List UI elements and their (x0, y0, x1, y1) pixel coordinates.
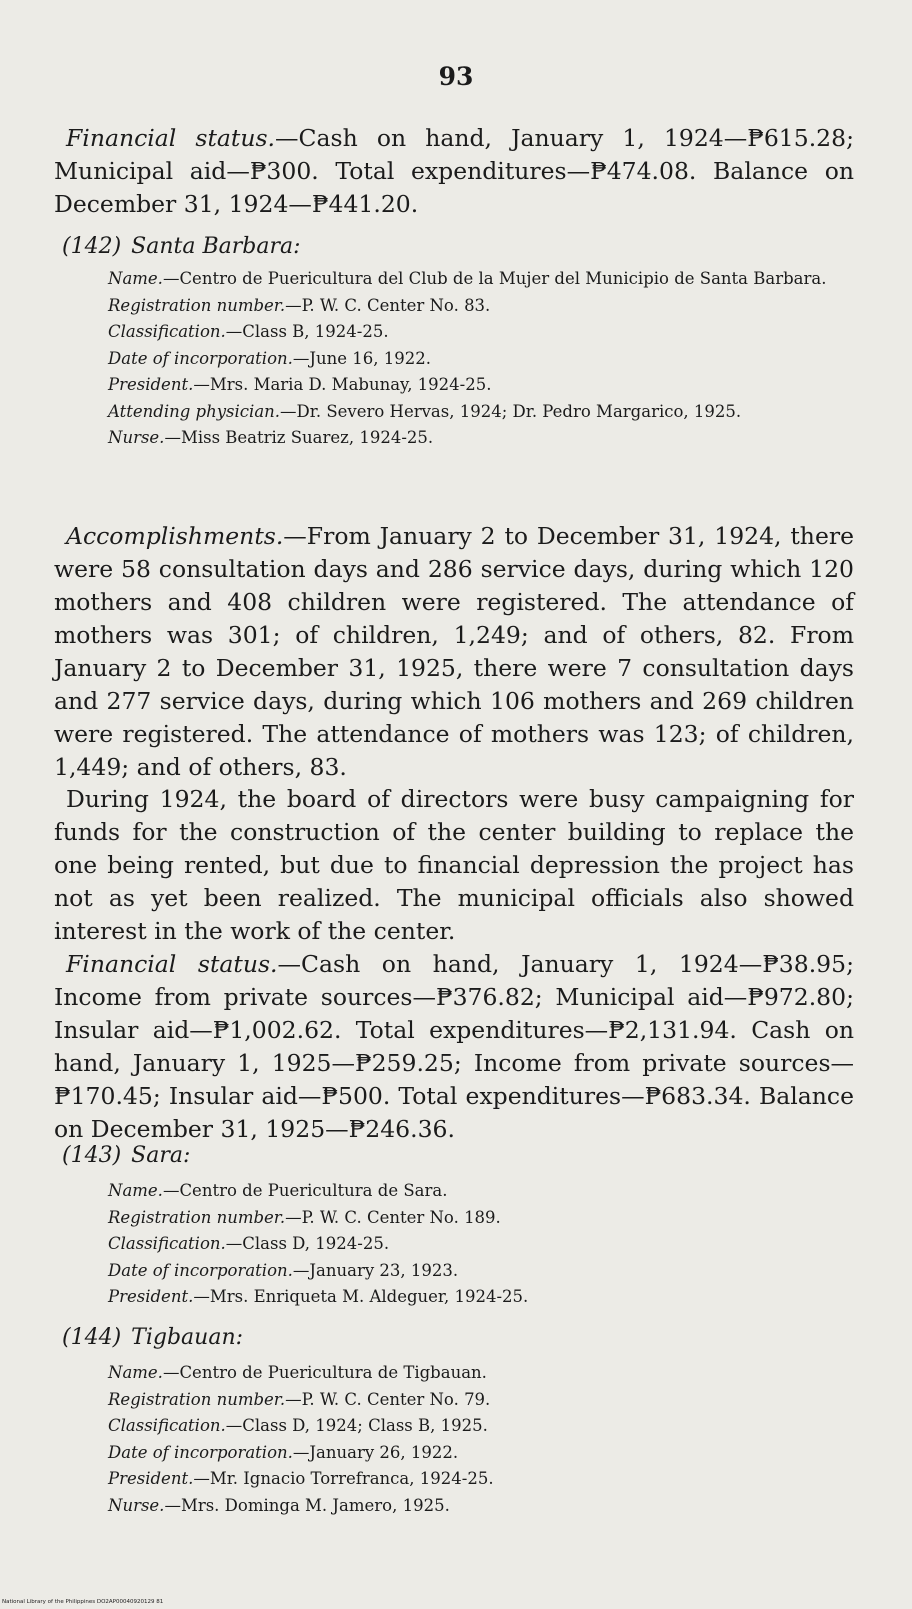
detail-label: Name. (108, 269, 163, 288)
accomplishments-paragraph (54, 520, 854, 784)
entry-heading-143 (62, 1142, 190, 1170)
board-campaign-paragraph: During 1924, the board of directors were busy campaigning for funds for the construction of the center building to replace the one being rented, but due to financial depression the project has not as yet been realized. The municipal officials also showed interest in the work of the center. (54, 785, 854, 945)
detail-value: —June 16, 1922. (292, 348, 432, 368)
detail-value: —Mrs. Maria D. Mabunay, 1924-25. (193, 375, 492, 394)
page-number: 93 (438, 62, 474, 91)
detail-label: Classification. (108, 1416, 226, 1435)
entry-number: (142) (62, 234, 122, 259)
detail-label: Registration number. (108, 295, 286, 315)
detail-row-classification (108, 1231, 860, 1258)
entry-heading-142 (62, 233, 301, 261)
detail-value: —Class D, 1924-25. (225, 1234, 390, 1253)
detail-label: President. (108, 1287, 194, 1306)
detail-row-nurse (108, 425, 860, 452)
accomplishments-text: —From January 2 to December 31, 1924, there were 58 consultation days and 286 service days, during which 120 mothers and 408 children were registered. The attendance of mothers was 301; of children, 1,249; and of others, 82. From January 2 to December 31, 1925, there were 7 consultation days and 277 service days, during which 106 mothers and 269 children were registered. The attendance of mothers was 123; of children, 1,449; and of others, 83. (54, 522, 854, 781)
entry-number: (143) (62, 1143, 122, 1168)
entry-number: (144) (62, 1325, 122, 1350)
detail-label: President. (108, 1469, 194, 1488)
detail-label: Nurse. (108, 428, 165, 447)
financial-status-text: —Cash on hand, January 1, 1924—₱38.95; Income from private sources—₱376.82; Municipal aid—₱972.80; Insular aid—₱1,002.62. Total expenditures—₱2,131.94. Cash on hand, January 1, 1925—₱259.25; Income from private sources—₱170.45; Insular aid—₱500. Total expenditures—₱683.34. Balance on December 31, 1925—₱246.36. (54, 950, 854, 1143)
detail-label: Registration number. (108, 1207, 286, 1227)
detail-value: —Centro de Puericultura del Club de la Mujer del Municipio de Santa Barbara. (162, 269, 827, 288)
detail-label: President. (108, 375, 194, 394)
detail-row-name (108, 1360, 860, 1387)
detail-value: —Mrs. Dominga M. Jamero, 1925. (164, 1495, 450, 1515)
detail-label: Date of incorporation. (108, 348, 293, 368)
detail-label: Attending physician. (108, 401, 281, 421)
detail-value: —Mrs. Enriqueta M. Aldeguer, 1924-25. (193, 1287, 529, 1306)
detail-label: Date of incorporation. (108, 1260, 293, 1280)
archive-footer: National Library of the Philippines DO2AP00040920129 81 (2, 1599, 164, 1605)
detail-row-president (108, 1284, 860, 1311)
detail-row-registration (108, 1387, 860, 1414)
detail-row-name (108, 1178, 860, 1205)
entry-name: Santa Barbara: (131, 234, 301, 259)
financial-status-label: Financial status. (66, 950, 278, 978)
entry-details-142 (108, 266, 860, 452)
detail-label: Classification. (108, 1234, 226, 1253)
detail-row-registration (108, 293, 860, 320)
detail-row-nurse (108, 1493, 860, 1520)
financial-status-paragraph (54, 122, 854, 221)
detail-label: Nurse. (108, 1495, 165, 1515)
entry-name: Tigbauan: (131, 1325, 244, 1350)
detail-value: —Dr. Severo Hervas, 1924; Dr. Pedro Margarico, 1925. (280, 401, 742, 421)
detail-value: —P. W. C. Center No. 79. (285, 1389, 491, 1409)
detail-row-registration (108, 1205, 860, 1232)
detail-label: Name. (108, 1181, 163, 1200)
detail-row-classification (108, 1413, 860, 1440)
accomplishments-label: Accomplishments. (66, 522, 284, 550)
detail-label: Name. (108, 1363, 163, 1382)
detail-value: —Miss Beatriz Suarez, 1924-25. (164, 428, 434, 447)
detail-value: —Mr. Ignacio Torrefranca, 1924-25. (193, 1469, 494, 1488)
detail-label: Date of incorporation. (108, 1442, 293, 1462)
detail-row-incorporation (108, 346, 860, 373)
detail-row-incorporation (108, 1258, 860, 1285)
detail-value: —January 26, 1922. (292, 1442, 459, 1462)
detail-row-physician (108, 399, 860, 426)
detail-value: —Class B, 1924-25. (225, 322, 389, 341)
detail-value: —P. W. C. Center No. 83. (285, 295, 491, 315)
detail-row-incorporation (108, 1440, 860, 1467)
financial-status-text: —Cash on hand, January 1, 1924—₱615.28; Municipal aid—₱300. Total expenditures—₱474.08. Balance on December 31, 1924—₱441.20. (54, 124, 854, 218)
detail-label: Classification. (108, 322, 226, 341)
entry-name: Sara: (131, 1143, 191, 1168)
detail-value: —Centro de Puericultura de Tigbauan. (162, 1363, 487, 1382)
financial-status-label: Financial status. (66, 124, 276, 152)
detail-row-president (108, 372, 860, 399)
detail-row-name (108, 266, 860, 293)
financial-status-paragraph-142 (54, 948, 854, 1146)
detail-row-president (108, 1466, 860, 1493)
detail-value: —Centro de Puericultura de Sara. (162, 1181, 448, 1200)
detail-label: Registration number. (108, 1389, 286, 1409)
detail-value: —P. W. C. Center No. 189. (285, 1207, 501, 1227)
detail-value: —January 23, 1923. (292, 1260, 459, 1280)
entry-details-143 (108, 1178, 860, 1311)
detail-value: —Class D, 1924; Class B, 1925. (225, 1416, 488, 1435)
entry-details-144 (108, 1360, 860, 1519)
detail-row-classification (108, 319, 860, 346)
entry-heading-144 (62, 1324, 243, 1352)
